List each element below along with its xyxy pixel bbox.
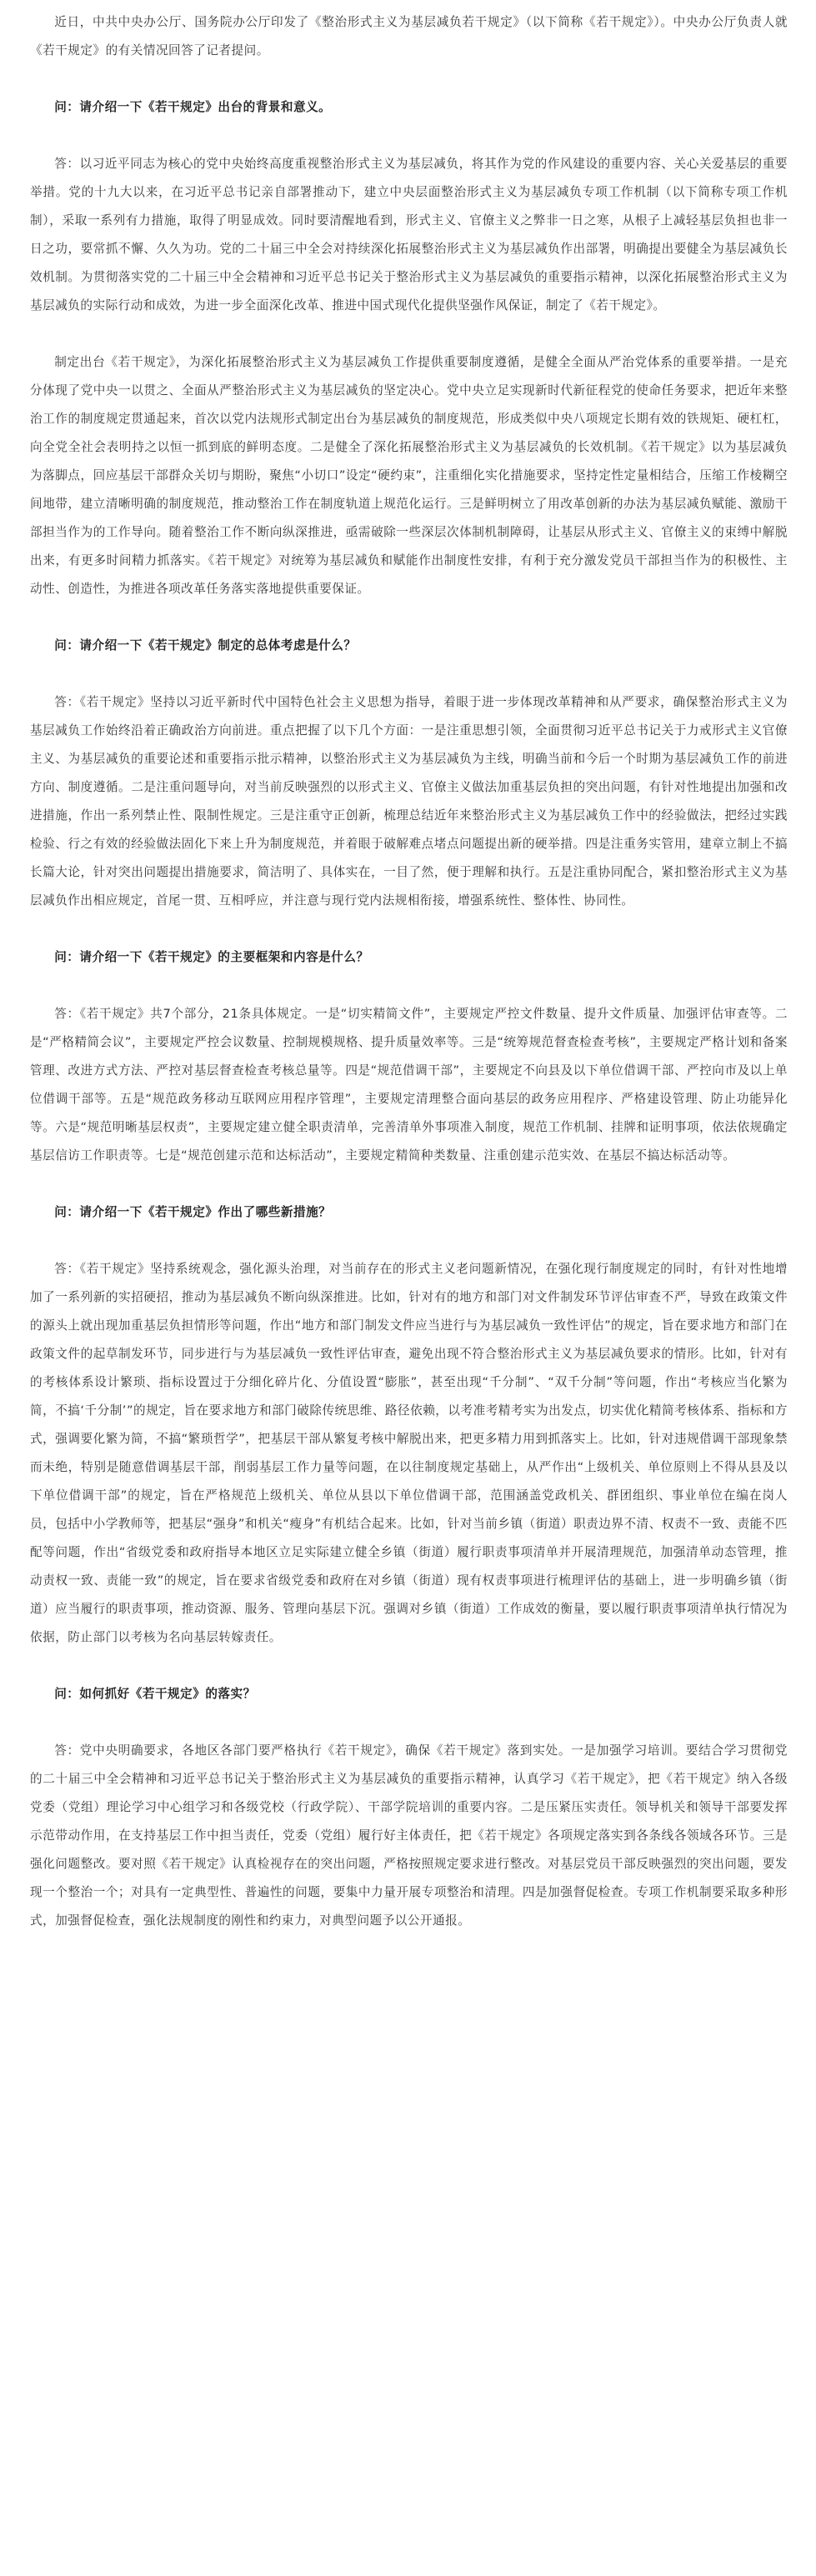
- answer-paragraph: 制定出台《若干规定》，为深化拓展整治形式主义为基层减负工作提供重要制度遵循，是健全全面从严治党体系的重要举措。一是充分体现了党中央一以贯之、全面从严整治形式主义为基层减负的坚定决心。党中央立足实现新时代新征程党的使命任务要求，把近年来整治工作的制度规定贯通起来，首次以党内法规形式制定出台为基层减负的制度规范，形成类似中央八项规定长期有效的铁规矩、硬杠杠，向全党全社会表明持之以恒一抓到底的鲜明态度。二是健全了深化拓展整治形式主义为基层减负的长效机制。《若干规定》以为基层减负为落脚点，回应基层干部群众关切与期盼，聚焦“小切口”设定“硬约束”，注重细化实化措施要求，坚持定性定量相结合，压缩工作棱糊空间地带，建立清晰明确的制度规范，推动整治工作在制度轨道上规范化运行。三是鲜明树立了用改革创新的办法为基层减负赋能、激励干部担当作为的工作导向。随着整治工作不断向纵深推进，亟需破除一些深层次体制机制障碍，让基层从形式主义、官僚主义的束缚中解脱出来，有更多时间精力抓落实。《若干规定》对统筹为基层减负和赋能作出制度性安排，有利于充分激发党员干部担当作为的积极性、主动性、创造性，为推进各项改革任务落实落地提供重要保证。: [30, 355, 788, 596]
- question-heading: 问：如何抓好《若干规定》的落实？: [54, 1687, 256, 1701]
- answer-paragraph: 答：《若干规定》共7个部分，21条具体规定。一是“切实精简文件”，主要规定严控文件数量、提升文件质量、加强评估审查等。二是“严格精简会议”，主要规定严控会议数量、控制规模规格、提升质量效率等。三是“统筹规范督查检查考核”，主要规定严格计划和备案管理、改进方式方法、严控对基层督查检查考核总量等。四是“规范借调干部”，主要规定不向县及以下单位借调干部、严控向市及以上单位借调干部等。五是“规范政务移动互联网应用程序管理”，主要规定清理整合面向基层的政务应用程序、严格建设管理、防止功能异化等。六是“规范明晰基层权责”，主要规定建立健全职责清单，完善清单外事项准入制度，规范工作机制、挂牌和证明事项，依法依规确定基层信访工作职责等。七是“规范创建示范和达标活动”，主要规定精简种类数量、注重创建示范实效、在基层不搞达标活动等。: [30, 1007, 788, 1163]
- answer-paragraph: 答：党中央明确要求，各地区各部门要严格执行《若干规定》，确保《若干规定》落到实处。一是加强学习培训。要结合学习贯彻党的二十届三中全会精神和习近平总书记关于整治形式主义为基层减负的重要指示精神，认真学习《若干规定》，把《若干规定》纳入各级党委（党组）理论学习中心组学习和各级党校（行政学院）、干部学院培训的重要内容。二是压紧压实责任。领导机关和领导干部要发挥示范带动作用，在支持基层工作中担当责任，党委（党组）履行好主体责任，把《若干规定》各项规定落实到各条线各领域各环节。三是强化问题整改。要对照《若干规定》认真检视存在的突出问题，严格按照规定要求进行整改。对基层党员干部反映强烈的突出问题，要发现一个整治一个；对具有一定典型性、普遍性的问题，要集中力量开展专项整治和清理。四是加强督促检查。专项工作机制要采取多种形式，加强督促检查，强化法规制度的刚性和约束力，对典型问题予以公开通报。: [30, 1743, 788, 1928]
- question-heading: 问：请介绍一下《若干规定》制定的总体考虑是什么？: [54, 638, 357, 653]
- question-heading: 问：请介绍一下《若干规定》出台的背景和意义。: [54, 100, 332, 114]
- intro-paragraph: 近日，中共中央办公厅、国务院办公厅印发了《整治形式主义为基层减负若干规定》（以下简称《若干规定》）。中央办公厅负责人就《若干规定》的有关情况回答了记者提问。: [30, 15, 788, 58]
- answer-paragraph: 答：以习近平同志为核心的党中央始终高度重视整治形式主义为基层减负，将其作为党的作风建设的重要内容、关心关爱基层的重要举措。党的十九大以来，在习近平总书记亲自部署推动下，建立中央层面整治形式主义为基层减负专项工作机制（以下简称专项工作机制），采取一系列有力措施，取得了明显成效。同时要清醒地看到，形式主义、官僚主义之弊非一日之寒，从根子上减轻基层负担也非一日之功，要常抓不懈、久久为功。党的二十届三中全会对持续深化拓展整治形式主义为基层减负作出部署，明确提出要健全为基层减负长效机制。为贯彻落实党的二十届三中全会精神和习近平总书记关于整治形式主义为基层减负的重要指示精神，以深化拓展整治形式主义为基层减负的实际行动和成效，为进一步全面深化改革、推进中国式现代化提供坚强作风保证，制定了《若干规定》。: [30, 157, 788, 313]
- question-heading: 问：请介绍一下《若干规定》作出了哪些新措施？: [54, 1205, 332, 1219]
- answer-paragraph: 答：《若干规定》坚持系统观念，强化源头治理，对当前存在的形式主义老问题新情况，在强化现行制度规定的同时，有针对性地增加了一系列新的实招硬招，推动为基层减负不断向纵深推进。比如，针对有的地方和部门对文件制发环节评估审查不严，导致在政策文件的源头上就出现加重基层负担情形等问题，作出“地方和部门制发文件应当进行与为基层减负一致性评估”的规定，旨在要求地方和部门在政策文件的起草制发环节，同步进行与为基层减负一致性评估审查，避免出现不符合整治形式主义为基层减负要求的情形。比如，针对有的考核体系设计繁琐、指标设置过于分细化碎片化、分值设置“膨胀”，甚至出现“千分制”、“双千分制”等问题，作出“考核应当化繁为简，不搞‘千分制’”的规定，旨在要求地方和部门破除传统思维、路径依赖，以考准考精考实为出发点，切实优化精简考核体系、指标和方式，强调要化繁为简，不搞“繁琐哲学”，把基层干部从繁复考核中解脱出来，把更多精力用到抓落实上。比如，针对违规借调干部现象禁而未绝，特别是随意借调基层干部，削弱基层工作力量等问题，在以往制度规定基础上，从严作出“上级机关、单位原则上不得从县及以下单位借调干部”的规定，旨在严格规范上级机关、单位从县以下单位借调干部，范围涵盖党政机关、群团组织、事业单位在编在岗人员，包括中小学教师等，把基层“强身”和机关“瘦身”有机结合起来。比如，针对当前乡镇（街道）职责边界不清、权责不一致、责能不匹配等问题，作出“省级党委和政府指导本地区立足实际建立健全乡镇（街道）履行职责事项清单并开展清理规范，加强清单动态管理，推动责权一致、责能一致”的规定，旨在要求省级党委和政府在对乡镇（街道）现有权责事项进行梳理评估的基础上，进一步明确乡镇（街道）应当履行的职责事项，推动资源、服务、管理向基层下沉。强调对乡镇（街道）工作成效的衡量，要以履行职责事项清单执行情况为依据，防止部门以考核为名向基层转嫁责任。: [30, 1262, 788, 1644]
- question-heading: 问：请介绍一下《若干规定》的主要框架和内容是什么？: [54, 950, 369, 964]
- answer-paragraph: 答：《若干规定》坚持以习近平新时代中国特色社会主义思想为指导，着眼于进一步体现改革精神和从严要求，确保整治形式主义为基层减负工作始终沿着正确政治方向前进。重点把握了以下几个方面：一是注重思想引领，全面贯彻习近平总书记关于力戒形式主义官僚主义、为基层减负的重要论述和重要指示批示精神，以整治形式主义为基层减负为主线，明确当前和今后一个时期为基层减负工作的前进方向、制度遵循。二是注重问题导向，对当前反映强烈的以形式主义、官僚主义做法加重基层负担的突出问题，有针对性地提出加强和改进措施，作出一系列禁止性、限制性规定。三是注重守正创新，梳理总结近年来整治形式主义为基层减负工作中的经验做法，把经过实践检验、行之有效的经验做法固化下来上升为制度规范，并着眼于破解难点堵点问题提出新的硬举措。四是注重务实管用，建章立制上不搞长篇大论，针对突出问题提出措施要求，简洁明了、具体实在，一目了然，便于理解和执行。五是注重协同配合，紧扣整治形式主义为基层减负作出相应规定，首尾一贯、互相呼应，并注意与现行党内法规相衔接，增强系统性、整体性、协同性。: [30, 695, 788, 908]
